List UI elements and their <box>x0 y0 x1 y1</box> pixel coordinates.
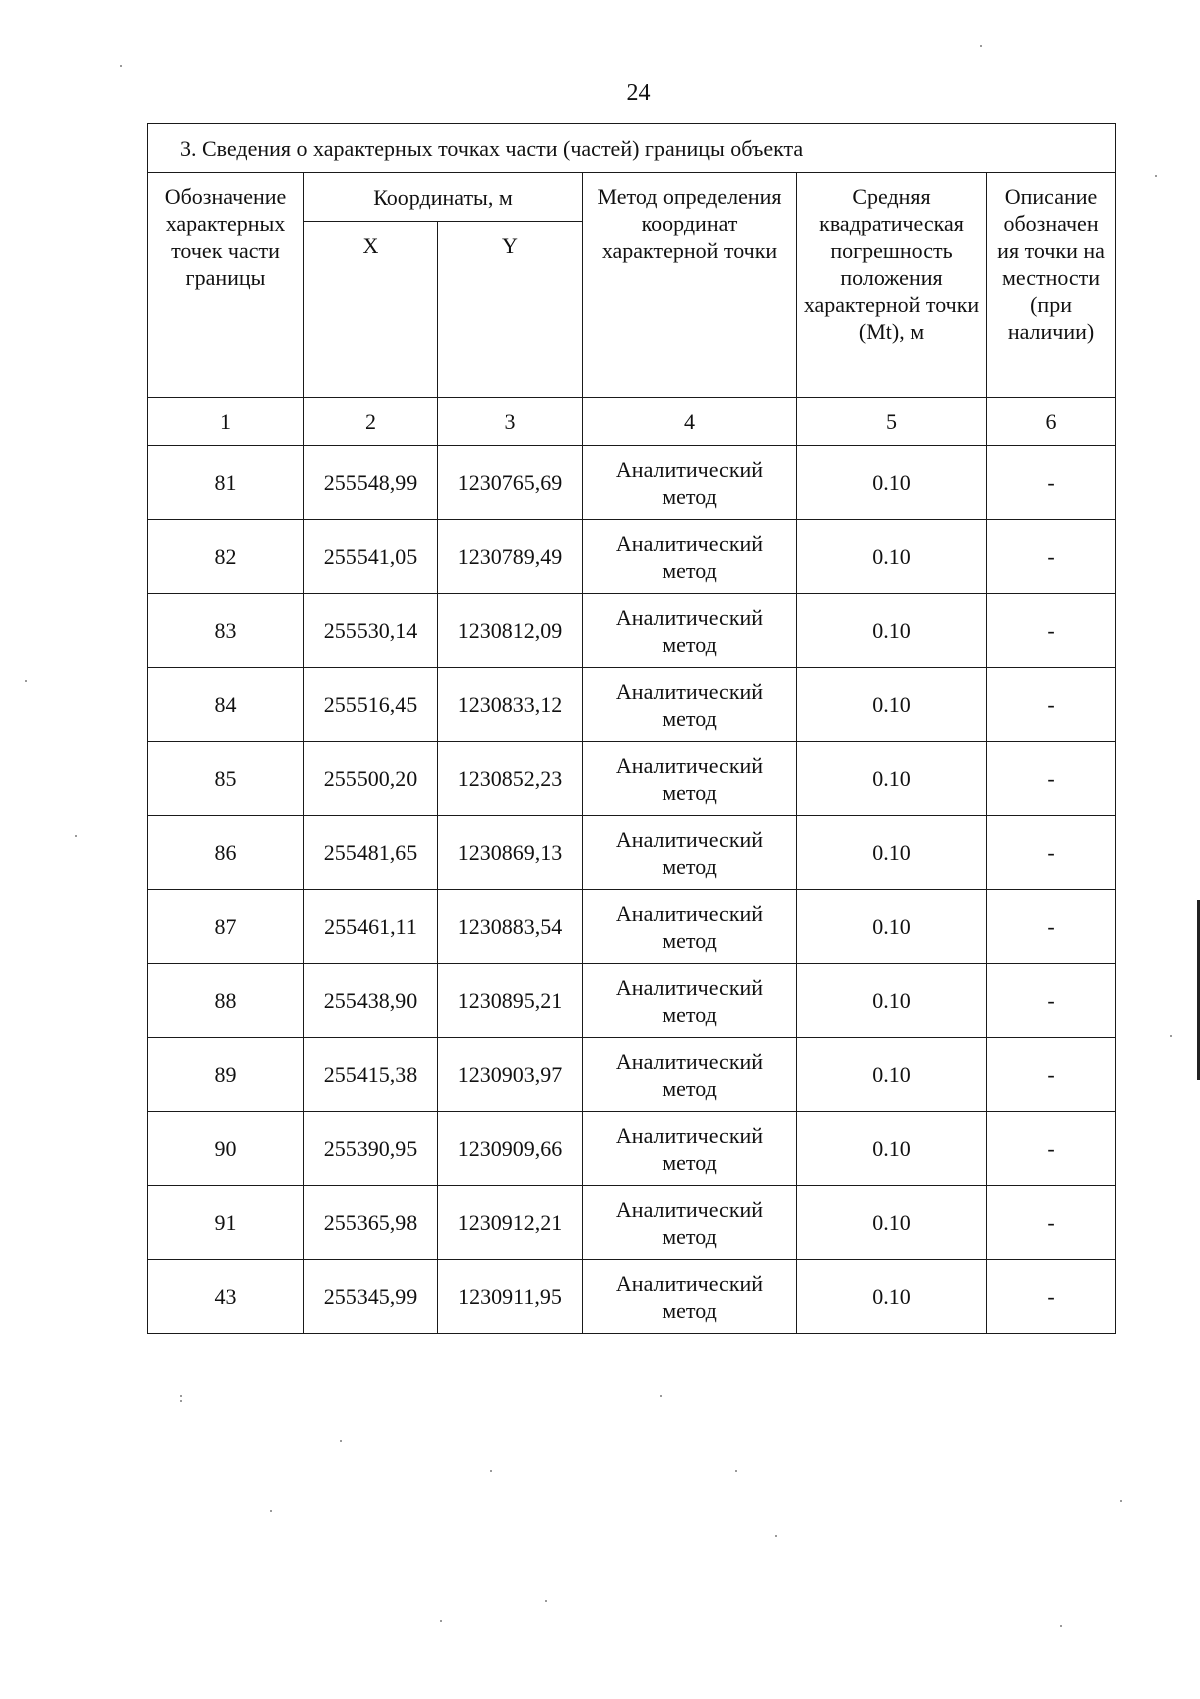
scan-speck <box>735 1470 737 1472</box>
point-cell: 90 <box>148 1112 304 1186</box>
point-cell: 87 <box>148 890 304 964</box>
table-row <box>148 668 1116 742</box>
point-cell: 86 <box>148 816 304 890</box>
header-designation: Обозначение характерных точек части границы <box>148 173 304 398</box>
scan-speck <box>440 1620 442 1622</box>
method-text: метод <box>662 1075 717 1101</box>
scan-speck <box>180 1400 182 1402</box>
x-coordinate-cell: 255415,38 <box>304 1038 438 1112</box>
table-row <box>148 1186 1116 1260</box>
error-cell: 0.10 <box>797 520 987 594</box>
scan-speck <box>1170 1035 1172 1037</box>
table-row <box>148 964 1116 1038</box>
method-text: метод <box>662 1223 717 1249</box>
column-number: 4 <box>583 398 797 446</box>
method-text: Аналитический <box>615 1196 764 1222</box>
method-text: Аналитический <box>615 530 764 556</box>
scan-speck <box>25 680 27 682</box>
scan-speck <box>120 65 122 67</box>
method-text: Аналитический <box>615 826 764 852</box>
header-error: Средняя квадратическая погрешность положения характерной точки (Mt), м <box>797 173 987 398</box>
column-number: 5 <box>797 398 987 446</box>
description-cell: - <box>987 1038 1116 1112</box>
column-number-row <box>148 398 1116 446</box>
method-text: Аналитический <box>615 1048 764 1074</box>
method-cell <box>583 668 797 742</box>
scan-speck <box>1155 175 1157 177</box>
error-cell: 0.10 <box>797 446 987 520</box>
x-coordinate-cell: 255345,99 <box>304 1260 438 1334</box>
y-coordinate-cell: 1230765,69 <box>438 446 583 520</box>
method-cell <box>583 520 797 594</box>
error-cell: 0.10 <box>797 742 987 816</box>
method-text: метод <box>662 557 717 583</box>
column-number: 1 <box>148 398 304 446</box>
point-cell: 83 <box>148 594 304 668</box>
error-cell: 0.10 <box>797 964 987 1038</box>
method-text: Аналитический <box>615 900 764 926</box>
method-cell <box>583 816 797 890</box>
table-row <box>148 520 1116 594</box>
y-coordinate-cell: 1230833,12 <box>438 668 583 742</box>
point-cell: 89 <box>148 1038 304 1112</box>
table-row <box>148 594 1116 668</box>
description-cell: - <box>987 964 1116 1038</box>
x-coordinate-cell: 255548,99 <box>304 446 438 520</box>
description-cell: - <box>987 1112 1116 1186</box>
method-cell <box>583 446 797 520</box>
header-y: Y <box>438 222 583 398</box>
column-number: 3 <box>438 398 583 446</box>
method-text: метод <box>662 853 717 879</box>
scan-speck <box>180 1395 182 1397</box>
error-cell: 0.10 <box>797 890 987 964</box>
description-cell: - <box>987 1260 1116 1334</box>
method-cell <box>583 890 797 964</box>
x-coordinate-cell: 255461,11 <box>304 890 438 964</box>
method-cell <box>583 1112 797 1186</box>
error-cell: 0.10 <box>797 1186 987 1260</box>
method-text: метод <box>662 927 717 953</box>
scan-speck <box>340 1440 342 1442</box>
x-coordinate-cell: 255530,14 <box>304 594 438 668</box>
point-cell: 88 <box>148 964 304 1038</box>
point-cell: 85 <box>148 742 304 816</box>
error-cell: 0.10 <box>797 1112 987 1186</box>
column-number: 2 <box>304 398 438 446</box>
section-title-row <box>148 124 1116 173</box>
method-cell <box>583 1260 797 1334</box>
scan-speck <box>660 1395 662 1397</box>
method-text: Аналитический <box>615 604 764 630</box>
description-cell: - <box>987 816 1116 890</box>
y-coordinate-cell: 1230895,21 <box>438 964 583 1038</box>
section-title: 3. Сведения о характерных точках части (частей) границы объекта <box>148 124 1116 173</box>
description-cell: - <box>987 594 1116 668</box>
y-coordinate-cell: 1230789,49 <box>438 520 583 594</box>
x-coordinate-cell: 255541,05 <box>304 520 438 594</box>
header-x: X <box>304 222 438 398</box>
column-number: 6 <box>987 398 1116 446</box>
method-text: метод <box>662 779 717 805</box>
table-row <box>148 816 1116 890</box>
description-cell: - <box>987 520 1116 594</box>
table-row <box>148 1260 1116 1334</box>
scan-speck <box>1120 1500 1122 1502</box>
y-coordinate-cell: 1230883,54 <box>438 890 583 964</box>
x-coordinate-cell: 255516,45 <box>304 668 438 742</box>
table-row <box>148 446 1116 520</box>
y-coordinate-cell: 1230912,21 <box>438 1186 583 1260</box>
scan-speck <box>545 1600 547 1602</box>
boundary-points-table <box>147 123 1116 1334</box>
table-row <box>148 742 1116 816</box>
scan-speck <box>980 45 982 47</box>
x-coordinate-cell: 255438,90 <box>304 964 438 1038</box>
header-row <box>148 173 1116 222</box>
method-cell <box>583 1186 797 1260</box>
header-description: Описание обозначен ия точки на местности (при наличии) <box>987 173 1116 398</box>
description-cell: - <box>987 668 1116 742</box>
method-text: Аналитический <box>615 752 764 778</box>
method-cell <box>583 742 797 816</box>
scan-speck <box>490 1470 492 1472</box>
description-cell: - <box>987 742 1116 816</box>
method-text: метод <box>662 1001 717 1027</box>
table-row <box>148 1112 1116 1186</box>
x-coordinate-cell: 255365,98 <box>304 1186 438 1260</box>
method-text: метод <box>662 1149 717 1175</box>
description-cell: - <box>987 890 1116 964</box>
method-cell <box>583 964 797 1038</box>
method-text: метод <box>662 631 717 657</box>
method-text: метод <box>662 705 717 731</box>
table-row <box>148 890 1116 964</box>
method-cell <box>583 594 797 668</box>
point-cell: 84 <box>148 668 304 742</box>
error-cell: 0.10 <box>797 1260 987 1334</box>
header-coordinates: Координаты, м <box>304 173 583 222</box>
method-text: метод <box>662 1297 717 1323</box>
scan-speck <box>775 1535 777 1537</box>
y-coordinate-cell: 1230812,09 <box>438 594 583 668</box>
method-text: метод <box>662 483 717 509</box>
x-coordinate-cell: 255481,65 <box>304 816 438 890</box>
point-cell: 43 <box>148 1260 304 1334</box>
y-coordinate-cell: 1230903,97 <box>438 1038 583 1112</box>
point-cell: 91 <box>148 1186 304 1260</box>
scan-speck <box>1060 1625 1062 1627</box>
method-text: Аналитический <box>615 456 764 482</box>
method-text: Аналитический <box>615 1270 764 1296</box>
x-coordinate-cell: 255500,20 <box>304 742 438 816</box>
page-number: 24 <box>626 80 651 106</box>
error-cell: 0.10 <box>797 1038 987 1112</box>
description-cell: - <box>987 1186 1116 1260</box>
method-text: Аналитический <box>615 1122 764 1148</box>
y-coordinate-cell: 1230869,13 <box>438 816 583 890</box>
table-row <box>148 1038 1116 1112</box>
y-coordinate-cell: 1230909,66 <box>438 1112 583 1186</box>
scan-speck <box>75 835 77 837</box>
error-cell: 0.10 <box>797 668 987 742</box>
header-method: Метод определения координат характерной точки <box>583 173 797 398</box>
point-cell: 82 <box>148 520 304 594</box>
scan-speck <box>270 1510 272 1512</box>
error-cell: 0.10 <box>797 594 987 668</box>
x-coordinate-cell: 255390,95 <box>304 1112 438 1186</box>
method-text: Аналитический <box>615 678 764 704</box>
error-cell: 0.10 <box>797 816 987 890</box>
description-cell: - <box>987 446 1116 520</box>
method-text: Аналитический <box>615 974 764 1000</box>
method-cell <box>583 1038 797 1112</box>
y-coordinate-cell: 1230911,95 <box>438 1260 583 1334</box>
y-coordinate-cell: 1230852,23 <box>438 742 583 816</box>
point-cell: 81 <box>148 446 304 520</box>
